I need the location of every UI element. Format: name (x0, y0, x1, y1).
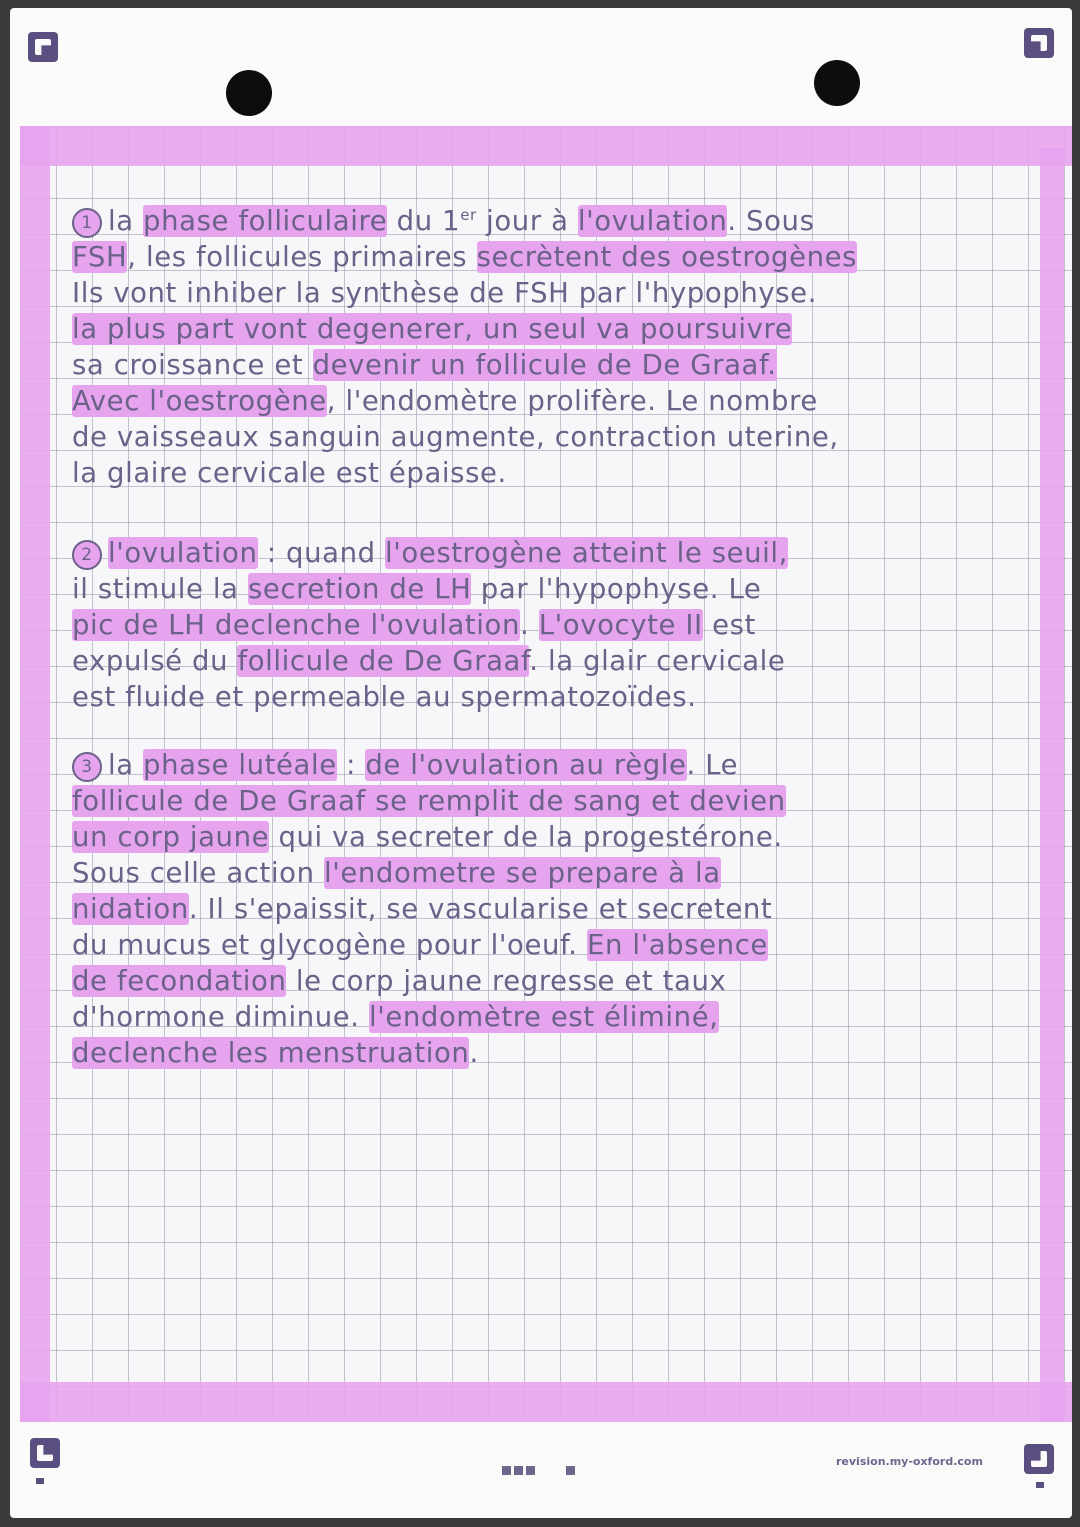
corner-mark-top-left-icon (28, 32, 58, 62)
text-line (72, 535, 1062, 571)
text-line (72, 747, 1062, 783)
highlighted-text: l'endomètre est éliminé, (368, 1001, 719, 1033)
highlighted-text: Avec l'oestrogène (72, 385, 327, 417)
text-line (72, 383, 1062, 419)
text-line (72, 347, 1062, 383)
page-dot-icon (566, 1466, 575, 1475)
text-segment: Ils vont inhiber la synthèse de FSH par l'hypophyse. (72, 277, 818, 309)
text-line (72, 963, 1062, 999)
highlight-band-bottom (20, 1382, 1072, 1422)
text-segment: jour à (476, 205, 578, 237)
corner-tick-icon (1036, 1482, 1044, 1488)
text-segment: sa croissance et (72, 349, 313, 381)
highlighted-text: phase lutéale (143, 749, 337, 781)
highlighted-text: declenche les menstruation (72, 1037, 470, 1069)
text-segment: , les follicules primaires (127, 241, 477, 273)
text-segment: de vaisseaux sanguin augmente, contraction uterine, (72, 421, 839, 453)
text-segment: Sous celle action (72, 857, 324, 889)
text-line (72, 855, 1062, 891)
text-line (72, 891, 1062, 927)
text-segment: . la glair cervicale (529, 645, 786, 677)
text-line (72, 203, 1062, 239)
text-line (72, 275, 1062, 311)
text-segment: . Il s'epaissit, se vascularise et secretent (188, 893, 773, 925)
text-segment: il stimule la (72, 573, 248, 605)
text-line (72, 783, 1062, 819)
highlighted-text: devenir un follicule de De Graaf. (312, 349, 777, 381)
text-segment: : quand (257, 537, 386, 569)
page-dot-icon (502, 1466, 511, 1475)
paragraph-number-badge: 1 (72, 208, 102, 238)
text-segment: le corp jaune regresse et taux (286, 965, 727, 997)
text-segment: du mucus et glycogène pour l'oeuf. (72, 929, 587, 961)
highlighted-text: la plus part vont degenerer, un seul va poursuivre (72, 313, 793, 345)
text-segment: la (108, 205, 144, 237)
text-line (72, 311, 1062, 347)
text-segment: la glaire cervicale est épaisse. (72, 457, 507, 489)
corner-tick-icon (36, 1478, 44, 1484)
highlighted-text: l'endometre se prepare à la (323, 857, 721, 889)
corner-mark-top-right-icon (1024, 28, 1054, 58)
paragraph-number-badge: 2 (72, 540, 102, 570)
binder-hole-left (226, 70, 272, 116)
text-segment: par l'hypophyse. Le (471, 573, 762, 605)
paragraph-luteal-phase (72, 747, 1062, 1071)
highlighted-text: En l'absence (586, 929, 768, 961)
text-segment: expulsé du (72, 645, 238, 677)
highlighted-text: de l'ovulation au règle (365, 749, 687, 781)
text-line (72, 999, 1062, 1035)
highlighted-text: l'ovulation (577, 205, 728, 237)
text-segment: er (460, 205, 477, 224)
page-dot-icon (526, 1466, 535, 1475)
binder-hole-right (814, 60, 860, 106)
text-line (72, 455, 1062, 491)
text-line (72, 679, 1062, 715)
text-line (72, 819, 1062, 855)
text-segment: est fluide et permeable au spermatozoïdes. (72, 681, 697, 713)
highlighted-text: l'oestrogène atteint le seuil, (385, 537, 788, 569)
highlighted-text: secrètent des oestrogènes (476, 241, 858, 273)
text-segment: . Le (686, 749, 739, 781)
text-segment: . (520, 609, 539, 641)
text-segment: qui va secreter de la progestérone. (269, 821, 783, 853)
text-segment: d'hormone diminue. (72, 1001, 369, 1033)
text-line (72, 607, 1062, 643)
text-line (72, 1035, 1062, 1071)
text-line (72, 571, 1062, 607)
highlighted-text: de fecondation (72, 965, 287, 997)
text-line (72, 927, 1062, 963)
paragraph-follicular-phase (72, 203, 1062, 491)
brand-url: revision.my-oxford.com (836, 1455, 983, 1468)
highlighted-text: follicule de De Graaf se remplit de sang et devien (72, 785, 786, 817)
notebook-page (10, 8, 1072, 1518)
highlighted-text: L'ovocyte II (538, 609, 703, 641)
page-dot-icon (514, 1466, 523, 1475)
corner-mark-bottom-left-icon (30, 1438, 60, 1468)
highlight-band-left (20, 126, 50, 1422)
highlighted-text: secretion de LH (247, 573, 472, 605)
text-segment: la (108, 749, 144, 781)
highlighted-text: pic de LH declenche l'ovulation (72, 609, 521, 641)
highlighted-text: l'ovulation (108, 537, 258, 569)
highlighted-text: un corp jaune (72, 821, 270, 853)
text-segment: . Sous (727, 205, 815, 237)
paragraph-number-badge: 3 (72, 752, 102, 782)
text-line (72, 239, 1062, 275)
text-line (72, 643, 1062, 679)
highlight-band-top (20, 126, 1072, 166)
highlighted-text: nidation (72, 893, 189, 925)
highlighted-text: phase folliculaire (143, 205, 388, 237)
text-segment: du 1 (387, 205, 461, 237)
corner-mark-bottom-right-icon (1024, 1444, 1054, 1474)
text-segment: . (469, 1037, 479, 1069)
highlighted-text: FSH (72, 241, 128, 273)
text-line (72, 419, 1062, 455)
page-indicator (502, 1460, 578, 1479)
paragraph-ovulation (72, 535, 1062, 715)
text-segment: , l'endomètre prolifère. Le nombre (326, 385, 818, 417)
text-segment: : (336, 749, 366, 781)
text-segment: est (702, 609, 756, 641)
highlighted-text: follicule de De Graaf (237, 645, 530, 677)
